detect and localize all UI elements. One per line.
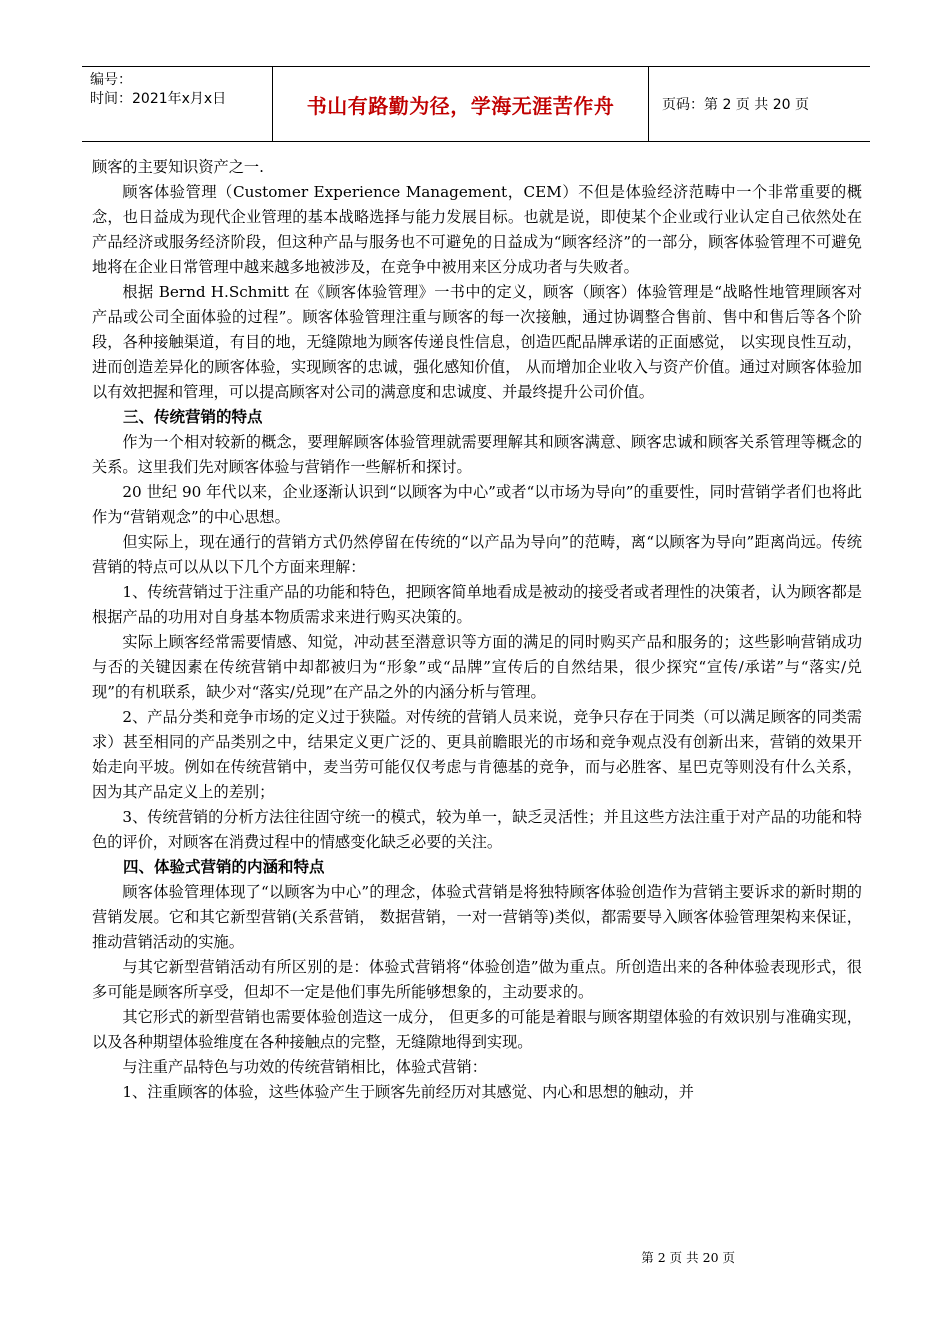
- page-header: [82, 66, 870, 142]
- document-time-label: 时间：2021年x月x日: [90, 91, 227, 107]
- section-heading: 四、体验式营销的内涵和特点: [123, 858, 325, 876]
- body-paragraph: 2、产品分类和竞争市场的定义过于狭隘。对传统的营销人员来说，竞争只存在于同类（可以满足顾客的同类需求）甚至相同的产品类别之中，结果定义更广泛的、更具前瞻眼光的市场和竞争观点没有创新出来，营销的效果开始走向平坡。例如在传统营销中，麦当劳可能仅仅考虑与肯德基的竞争，而与必胜客、星巴克等则没有什么关系，因为其产品定义上的差别；: [92, 708, 862, 801]
- header-page-info: 页码：第 2 页 共 20 页: [662, 97, 809, 113]
- body-paragraph: 顾客体验管理（Customer Experience Management，CEM）不但是体验经济范畴中一个非常重要的概念，也日益成为现代企业管理的基本战略选择与能力发展目标。也就是说，即使某个企业或行业认定自己依然处在产品经济或服务经济阶段，但这种产品与服务也不可避免的日益成为“顾客经济”的一部分，顾客体验管理不可避免地将在企业日常管理中越来越多地被涉及，在竞争中被用来区分成功者与失败者。: [92, 183, 862, 276]
- header-motto: 书山有路勤为径，学海无涯苦作舟: [306, 93, 615, 118]
- body-paragraph: 顾客体验管理体现了“以顾客为中心”的理念，体验式营销是将独特顾客体验创造作为营销主要诉求的新时期的营销发展。它和其它新型营销(关系营销， 数据营销，一对一营销等)类似，都需要导入顾客体验管理架构来保证，推动营销活动的实施。: [92, 883, 862, 951]
- body-paragraph: 但实际上，现在通行的营销方式仍然停留在传统的“以产品为导向”的范畴，离“以顾客为导向”距离尚远。传统营销的特点可以从以下几个方面来理解：: [92, 533, 862, 576]
- body-paragraph: 与其它新型营销活动有所区别的是：体验式营销将“体验创造”做为重点。所创造出来的各种体验表现形式，很多可能是顾客所享受，但却不一定是他们事先所能够想象的，主动要求的。: [92, 958, 862, 1001]
- body-paragraph: 20 世纪 90 年代以来，企业逐渐认识到“以顾客为中心”或者“以市场为导向”的重要性，同时营销学者们也将此作为“营销观念”的中心思想。: [92, 483, 862, 526]
- body-paragraph: 顾客的主要知识资产之一.: [92, 158, 264, 176]
- body-paragraph: 1、传统营销过于注重产品的功能和特色，把顾客简单地看成是被动的接受者或者理性的决策者，认为顾客都是根据产品的功用对自身基本物质需求来进行购买决策的。: [92, 583, 862, 626]
- header-left-block: [90, 71, 226, 109]
- header-motto-cell: [272, 67, 649, 141]
- body-paragraph: 根据 Bernd H.Schmitt 在《顾客体验管理》一书中的定义，顾客（顾客）体验管理是“战略性地管理顾客对产品或公司全面体验的过程”。顾客体验管理注重与顾客的每一次接触，通过协调整合售前、售中和售后等各个阶段，各种接触渠道，有目的地，无缝隙地为顾客传递良性信息，创造匹配品牌承诺的正面感觉， 以实现良性互动，进而创造差异化的顾客体验，实现顾客的忠诚，强化感知价值， 从而增加企业收入与资产价值。通过对顾客体验加以有效把握和管理，可以提高顾客对公司的满意度和忠诚度、并最终提升公司价值。: [92, 283, 862, 401]
- body-paragraph: 3、传统营销的分析方法往往固守统一的模式，较为单一，缺乏灵活性；并且这些方法注重于对产品的功能和特色的评价，对顾客在消费过程中的情感变化缺乏必要的关注。: [92, 808, 862, 851]
- footer-page-number: 第 2 页 共 20 页: [641, 1250, 735, 1265]
- body-paragraph: 与注重产品特色与功效的传统营销相比，体验式营销：: [122, 1058, 487, 1076]
- body-paragraph: 1、注重顾客的体验，这些体验产生于顾客先前经历对其感觉、内心和思想的触动，并: [122, 1083, 694, 1101]
- document-number-label: 编号：: [90, 72, 132, 88]
- document-body: [92, 155, 862, 1105]
- section-heading: 三、传统营销的特点: [123, 408, 263, 426]
- body-paragraph: 作为一个相对较新的概念，要理解顾客体验管理就需要理解其和顾客满意、顾客忠诚和顾客关系管理等概念的关系。这里我们先对顾客体验与营销作一些解析和探讨。: [92, 433, 862, 476]
- body-paragraph: 其它形式的新型营销也需要体验创造这一成分， 但更多的可能是着眼与顾客期望体验的有效识别与准确实现，以及各种期望体验维度在各种接触点的完整，无缝隙地得到实现。: [92, 1008, 862, 1051]
- body-paragraph: 实际上顾客经常需要情感、知觉，冲动甚至潜意识等方面的满足的同时购买产品和服务的；这些影响营销成功与否的关键因素在传统营销中却都被归为“形象”或“品牌”宣传后的自然结果，很少探究“宣传/承诺”与“落实/兑现”的有机联系，缺少对“落实/兑现”在产品之外的内涵分析与管理。: [92, 633, 862, 701]
